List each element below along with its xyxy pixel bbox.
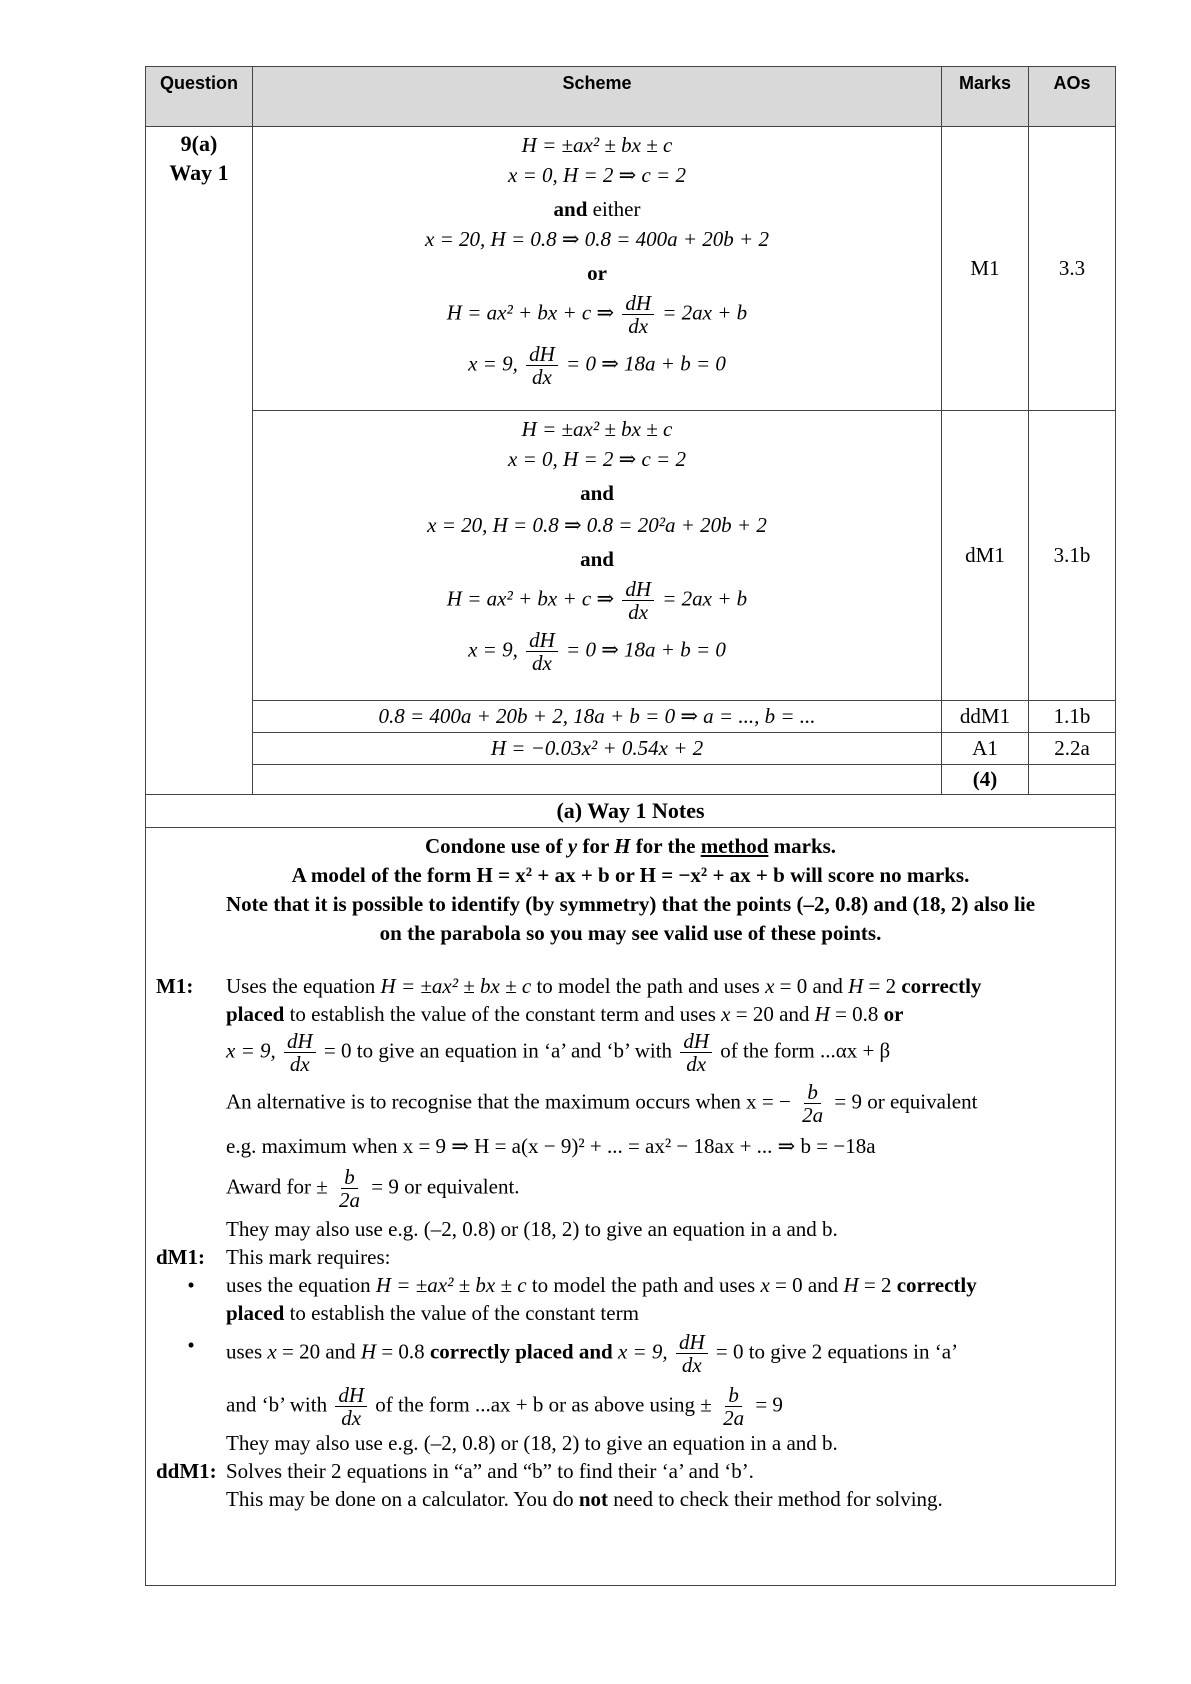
m1-note bbox=[156, 972, 1105, 1243]
header-aos: AOs bbox=[1029, 67, 1116, 127]
scheme-line: and either bbox=[553, 197, 641, 221]
dm1-line: uses x = 20 and H = 0.8 correctly placed and x = 9, $\frac{dH}{dx}$ = 0 to give 2 equations in ‘a’ bbox=[226, 1330, 959, 1378]
scheme-line: x = 0, H = 2 ⇒ c = 2 bbox=[508, 447, 686, 471]
frac-den: dx bbox=[681, 1353, 702, 1378]
mark-m1: M1 bbox=[942, 127, 1029, 411]
scheme-line: H = ±ax² ± bx ± c bbox=[521, 417, 673, 441]
m1-line: Uses the equation H = ±ax² ± bx ± c to model the path and uses x = 0 and H = 2 correctly bbox=[226, 974, 982, 998]
derivative-fraction bbox=[676, 1331, 708, 1376]
frac-num: b bbox=[341, 1166, 358, 1189]
dm1-label: dM1: bbox=[156, 1245, 205, 1270]
scheme-derivative-line bbox=[254, 343, 940, 388]
derivative-fraction bbox=[335, 1384, 367, 1429]
ddm1-label: ddM1: bbox=[156, 1459, 217, 1484]
header-marks: Marks bbox=[942, 67, 1029, 127]
scheme-text: = 2ax + b bbox=[662, 586, 748, 611]
frac-den: 2a bbox=[802, 1103, 824, 1128]
notes-title-row bbox=[146, 795, 1116, 828]
scheme-row-a1 bbox=[146, 733, 1116, 765]
note-symmetry-1: Note that it is possible to identify (by symmetry) that the points (–2, 0.8) and (18, 2) also lie bbox=[225, 892, 1036, 916]
scheme-derivative-line bbox=[254, 292, 940, 337]
mark-total: (4) bbox=[942, 765, 1029, 795]
dm1-text: They may also use e.g. (–2, 0.8) or (18, 2) to give an equation in a and b. bbox=[226, 1431, 838, 1456]
scheme-row-m1 bbox=[146, 127, 1116, 411]
notes-body bbox=[146, 828, 1116, 1586]
frac-num: dH bbox=[284, 1030, 316, 1053]
dm1-text: and ‘b’ with bbox=[226, 1392, 328, 1417]
dm1-line bbox=[226, 1384, 1105, 1429]
m1-line: e.g. maximum when x = 9 ⇒ H = a(x − 9)² + ... = ax² − 18ax + ... ⇒ b = −18a bbox=[226, 1134, 876, 1159]
scheme-cell-ddm1: 0.8 = 400a + 20b + 2, 18a + b = 0 ⇒ a = ..., b = ... bbox=[253, 701, 942, 733]
frac-num: dH bbox=[680, 1030, 712, 1053]
scheme-derivative-line bbox=[254, 578, 940, 623]
mark-scheme bbox=[145, 66, 1115, 1586]
m1-text: = 9 or equivalent bbox=[834, 1089, 978, 1114]
dm1-line: placed to establish the value of the constant term bbox=[226, 1301, 639, 1326]
header-scheme: Scheme bbox=[253, 67, 942, 127]
b-over-2a bbox=[720, 1384, 747, 1429]
scheme-line: x = 0, H = 2 ⇒ c = 2 bbox=[508, 163, 686, 187]
frac-num: b bbox=[804, 1081, 821, 1104]
dm1-text: of the form ...ax + b or as above using ± bbox=[375, 1392, 712, 1417]
frac-num: dH bbox=[622, 292, 654, 315]
scheme-cell-total bbox=[253, 765, 942, 795]
question-number: 9(a) bbox=[180, 131, 218, 156]
dm1-eq0: = 0 bbox=[715, 1339, 744, 1364]
note-condone: Condone use of y for H for the method marks. bbox=[424, 834, 837, 858]
frac-den: dx bbox=[686, 1052, 707, 1077]
m1-line: They may also use e.g. (–2, 0.8) or (18, 2) to give an equation in a and b. bbox=[226, 1217, 838, 1242]
scheme-derivative-line bbox=[254, 629, 940, 674]
frac-den: dx bbox=[289, 1052, 310, 1077]
frac-num: dH bbox=[335, 1384, 367, 1407]
scheme-row-total bbox=[146, 765, 1116, 795]
m1-text: of the form ...αx + β bbox=[720, 1038, 891, 1063]
dm1-extra bbox=[156, 1429, 1105, 1457]
scheme-row-dm1 bbox=[146, 411, 1116, 701]
dm1-note bbox=[156, 1243, 1105, 1271]
note-model-form: A model of the form H = x² + ax + b or H = −x² + ax + b will score no marks. bbox=[291, 863, 970, 887]
dm1-text: This mark requires: bbox=[226, 1245, 391, 1270]
scheme-line: and bbox=[580, 481, 614, 505]
scheme-line: and bbox=[580, 547, 614, 571]
scheme-text: H = ax² + bx + c ⇒ bbox=[446, 300, 615, 325]
m1-line bbox=[226, 1166, 1105, 1211]
ao-dm1: 3.1b bbox=[1029, 411, 1116, 701]
frac-num: b bbox=[725, 1384, 742, 1407]
derivative-fraction bbox=[284, 1030, 316, 1075]
scheme-text: = 0 ⇒ 18a + b = 0 bbox=[566, 637, 726, 662]
mark-ddm1: ddM1 bbox=[942, 701, 1029, 733]
mark-scheme-table bbox=[145, 66, 1116, 1586]
m1-label: M1: bbox=[156, 974, 194, 998]
m1-line bbox=[226, 1030, 1105, 1075]
frac-den: dx bbox=[532, 365, 552, 390]
mark-a1: A1 bbox=[942, 733, 1029, 765]
ao-ddm1: 1.1b bbox=[1029, 701, 1116, 733]
notes-title: (a) Way 1 Notes bbox=[146, 795, 1116, 828]
ddm1-line: This may be done on a calculator. You do not need to check their method for solving. bbox=[226, 1487, 943, 1512]
dm1-text: = 9 bbox=[755, 1392, 783, 1417]
frac-den: 2a bbox=[723, 1406, 745, 1431]
b-over-2a bbox=[799, 1081, 826, 1126]
scheme-cell-dm1 bbox=[253, 411, 942, 701]
scheme-row-ddm1 bbox=[146, 701, 1116, 733]
bullet-icon: • bbox=[187, 1273, 195, 1298]
m1-text: Award for ± bbox=[226, 1174, 328, 1199]
question-cell bbox=[146, 127, 253, 795]
scheme-text: x = 9, bbox=[468, 351, 518, 376]
bullet-icon: • bbox=[187, 1333, 195, 1358]
scheme-text: x = 9, bbox=[468, 637, 518, 662]
header-row bbox=[146, 67, 1116, 127]
scheme-text: = 0 ⇒ 18a + b = 0 bbox=[566, 351, 726, 376]
ddm1-line: Solves their 2 equations in “a” and “b” to find their ‘a’ and ‘b’. bbox=[226, 1459, 754, 1484]
scheme-cell-a1: H = −0.03x² + 0.54x + 2 bbox=[253, 733, 942, 765]
frac-den: dx bbox=[341, 1406, 362, 1431]
scheme-line: x = 20, H = 0.8 ⇒ 0.8 = 20²a + 20b + 2 bbox=[427, 513, 767, 537]
question-way: Way 1 bbox=[169, 160, 229, 185]
notes-body-row bbox=[146, 828, 1116, 1586]
frac-den: dx bbox=[532, 651, 552, 676]
note-symmetry-2: on the parabola so you may see valid use of these points. bbox=[379, 921, 882, 945]
dm1-line: uses the equation H = ±ax² ± bx ± c to model the path and uses x = 0 and H = 2 correctly bbox=[226, 1273, 977, 1298]
derivative-fraction bbox=[622, 292, 654, 337]
dm1-bullet-1 bbox=[156, 1271, 1105, 1327]
m1-text: An alternative is to recognise that the maximum occurs when x = − bbox=[226, 1089, 791, 1114]
derivative-fraction bbox=[526, 343, 558, 388]
frac-num: dH bbox=[526, 343, 558, 366]
dm1-bullet-2 bbox=[156, 1331, 1105, 1429]
ao-total bbox=[1029, 765, 1116, 795]
m1-text bbox=[226, 972, 1105, 1243]
dm1-x9: x = 9, bbox=[617, 1339, 668, 1364]
scheme-line: or bbox=[587, 261, 607, 285]
derivative-fraction bbox=[680, 1030, 712, 1075]
b-over-2a bbox=[336, 1166, 363, 1211]
scheme-cell-m1 bbox=[253, 127, 942, 411]
m1-line bbox=[226, 1081, 1105, 1126]
frac-num: dH bbox=[622, 578, 654, 601]
scheme-text: = 2ax + b bbox=[662, 300, 748, 325]
ddm1-note bbox=[156, 1457, 1105, 1513]
frac-den: 2a bbox=[338, 1188, 360, 1213]
scheme-line: x = 20, H = 0.8 ⇒ 0.8 = 400a + 20b + 2 bbox=[425, 227, 769, 251]
mark-dm1: dM1 bbox=[942, 411, 1029, 701]
frac-den: dx bbox=[628, 314, 649, 339]
m1-text: = 9 or equivalent. bbox=[371, 1174, 520, 1199]
derivative-fraction bbox=[622, 578, 654, 623]
m1-x9: x = 9, bbox=[226, 1038, 276, 1063]
frac-den: dx bbox=[628, 600, 649, 625]
scheme-text: H = ax² + bx + c ⇒ bbox=[446, 586, 615, 611]
header-question: Question bbox=[146, 67, 253, 127]
scheme-line: H = ±ax² ± bx ± c bbox=[521, 133, 673, 157]
ao-m1: 3.3 bbox=[1029, 127, 1116, 411]
frac-num: dH bbox=[526, 629, 558, 652]
ao-a1: 2.2a bbox=[1029, 733, 1116, 765]
frac-num: dH bbox=[676, 1331, 708, 1354]
m1-eq0: = 0 bbox=[323, 1038, 352, 1063]
dm1-text: to give 2 equations in ‘a’ bbox=[748, 1339, 959, 1364]
m1-line: placed to establish the value of the constant term and uses x = 20 and H = 0.8 or bbox=[226, 1002, 904, 1026]
m1-text: to give an equation in ‘a’ and ‘b’ with bbox=[356, 1038, 673, 1063]
derivative-fraction bbox=[526, 629, 558, 674]
